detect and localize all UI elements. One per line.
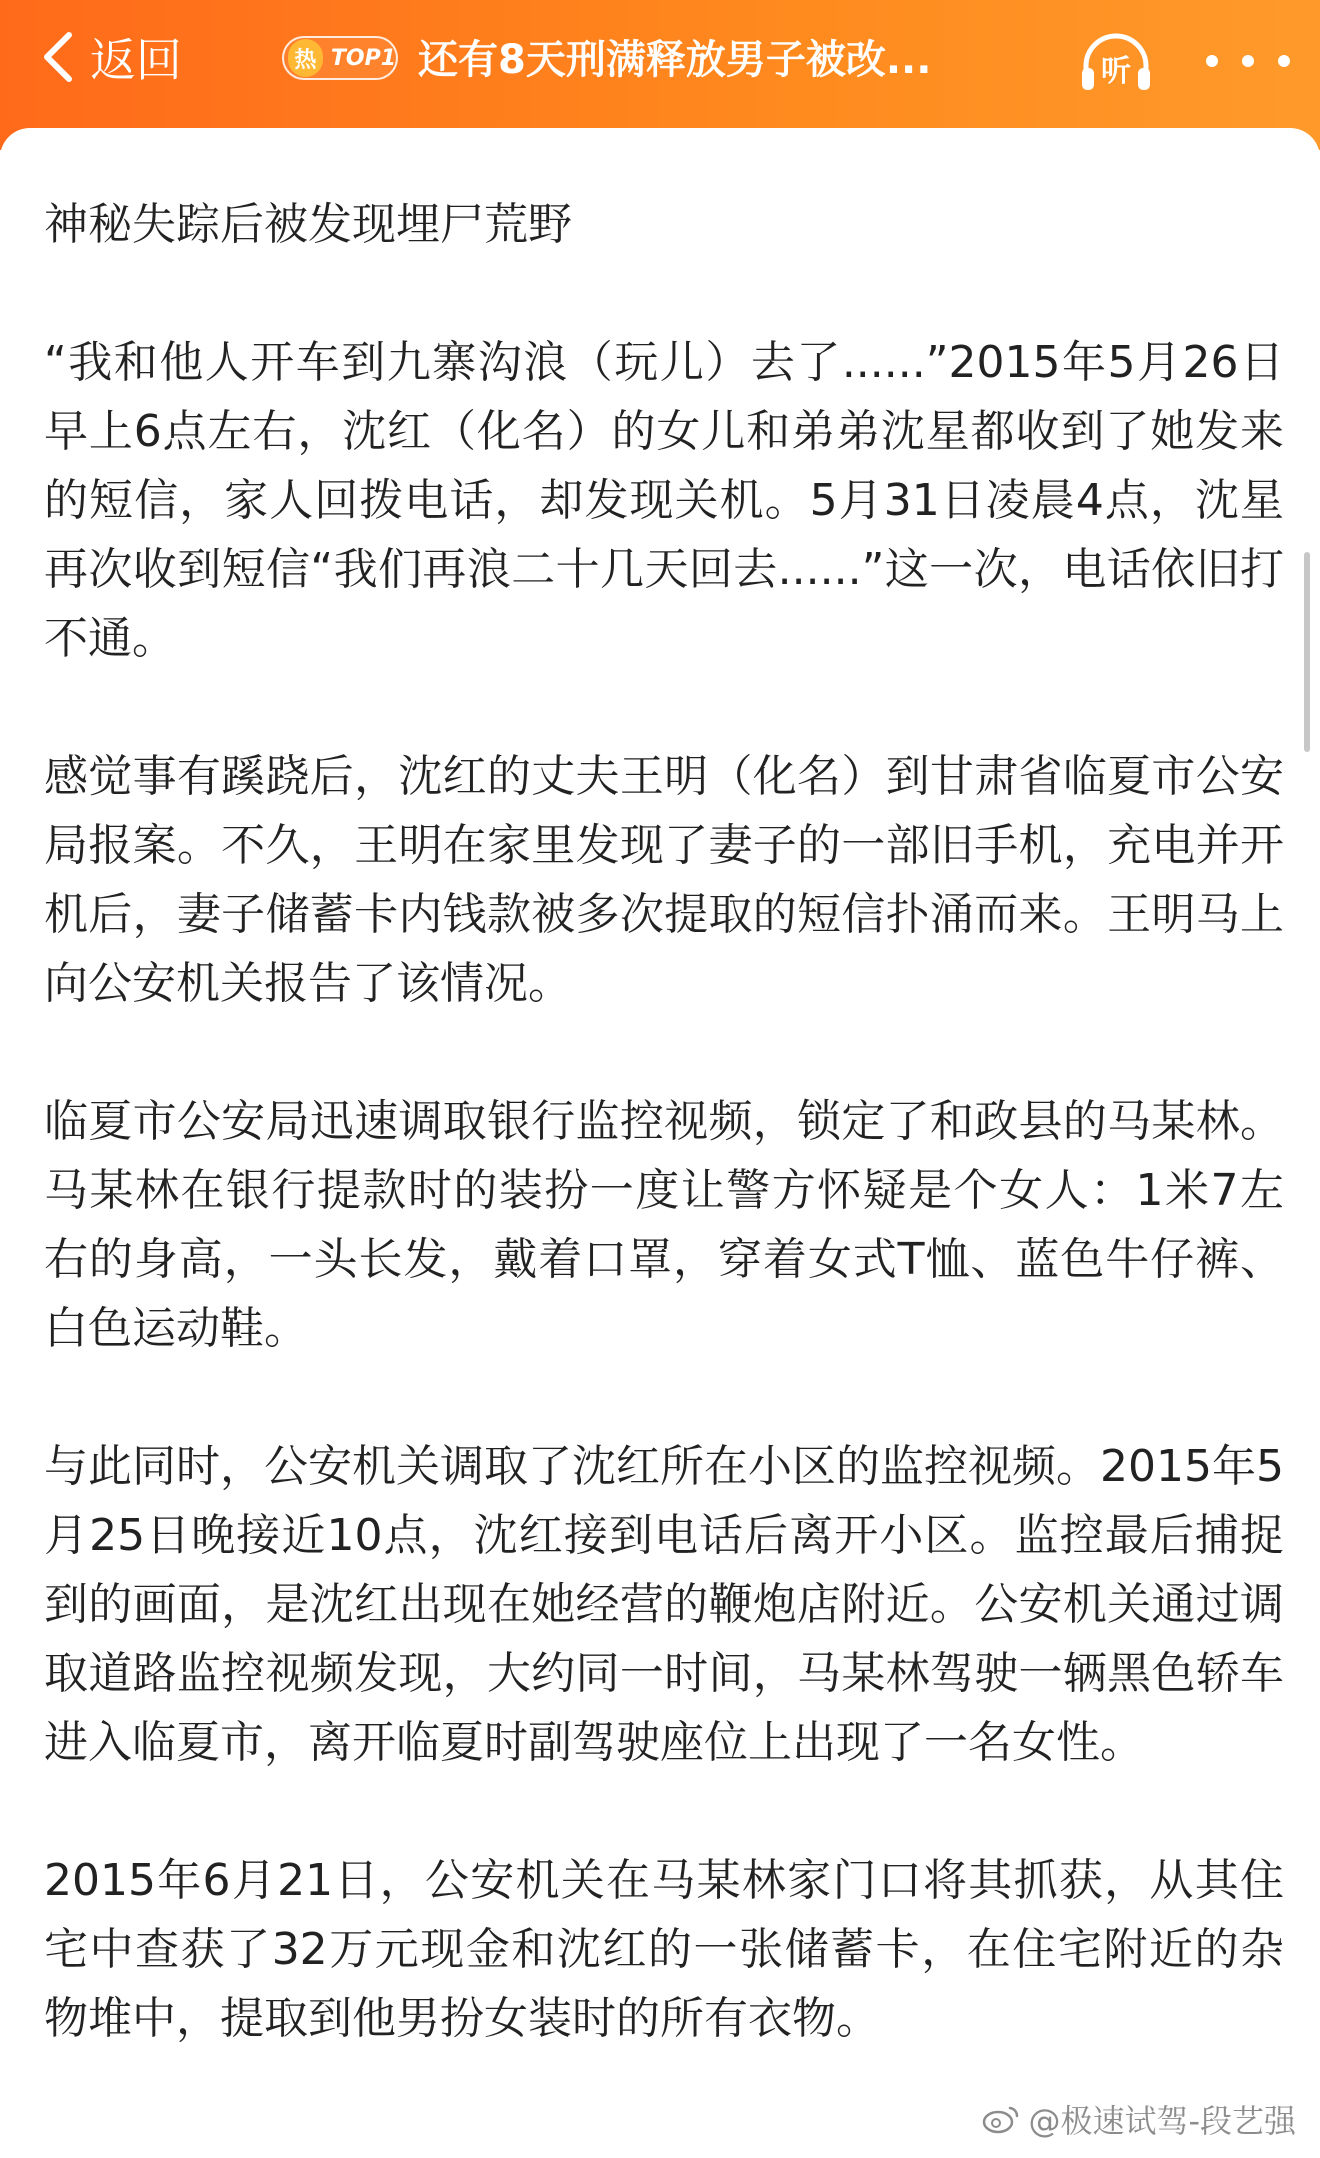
listen-button[interactable] — [1078, 28, 1154, 98]
more-menu-button[interactable] — [1206, 36, 1290, 86]
back-label: 返回 — [90, 33, 182, 87]
article-paragraph: “我和他人开车到九寨沟浪（玩儿）去了......”2015年5月26日早上6点左右，沈红（化名）的女儿和弟弟沈星都收到了她发来的短信，家人回拨电话，却发现关机。5月31日凌晨4点，沈星再次收到短信“我们再浪二十几天回去......”这一次，电话依旧打不通。 — [44, 337, 1284, 664]
article-body — [44, 190, 1284, 2122]
article-paragraph: 2015年6月21日，公安机关在马某林家门口将其抓获，从其住宅中查获了32万元现金和沈红的一张储蓄卡，在住宅附近的杂物堆中，提取到他男扮女装时的所有衣物。 — [44, 1855, 1284, 2044]
back-button[interactable] — [30, 22, 182, 92]
more-dot-icon — [1278, 55, 1290, 67]
more-dot-icon — [1206, 55, 1218, 67]
watermark — [982, 2096, 1296, 2142]
rank-label: TOP1 — [330, 45, 396, 71]
listen-label: 听 — [1101, 54, 1131, 89]
watermark-text: @极速试驾-段艺强 — [1028, 2102, 1296, 2140]
weibo-icon — [982, 2104, 1020, 2134]
page-title: 还有8天刑满释放男子被改... — [418, 37, 932, 83]
article-paragraph: 神秘失踪后被发现埋尸荒野 — [44, 199, 572, 250]
article-paragraph: 与此同时，公安机关调取了沈红所在小区的监控视频。2015年5月25日晚接近10点，沈红接到电话后离开小区。监控最后捕捉到的画面，是沈红出现在她经营的鞭炮店附近。公安机关通过调取道路监控视频发现，大约同一时间，马某林驾驶一辆黑色轿车进入临夏市，离开临夏时副驾驶座位上出现了一名女性。 — [44, 1441, 1284, 1768]
hot-rank-badge — [282, 36, 398, 80]
more-dot-icon — [1242, 55, 1254, 67]
chevron-left-icon — [30, 29, 86, 85]
hot-icon: 热 — [288, 39, 323, 77]
article-paragraph: 临夏市公安局迅速调取银行监控视频，锁定了和政县的马某林。马某林在银行提款时的装扮一度让警方怀疑是个女人：1米7左右的身高，一头长发，戴着口罩，穿着女式T恤、蓝色牛仔裤、白色运动鞋。 — [44, 1096, 1284, 1354]
article-paragraph: 感觉事有蹊跷后，沈红的丈夫王明（化名）到甘肃省临夏市公安局报案。不久，王明在家里发现了妻子的一部旧手机，充电并开机后，妻子储蓄卡内钱款被多次提取的短信扑涌而来。王明马上向公安机关报告了该情况。 — [44, 751, 1284, 1009]
scrollbar[interactable] — [1304, 552, 1310, 752]
